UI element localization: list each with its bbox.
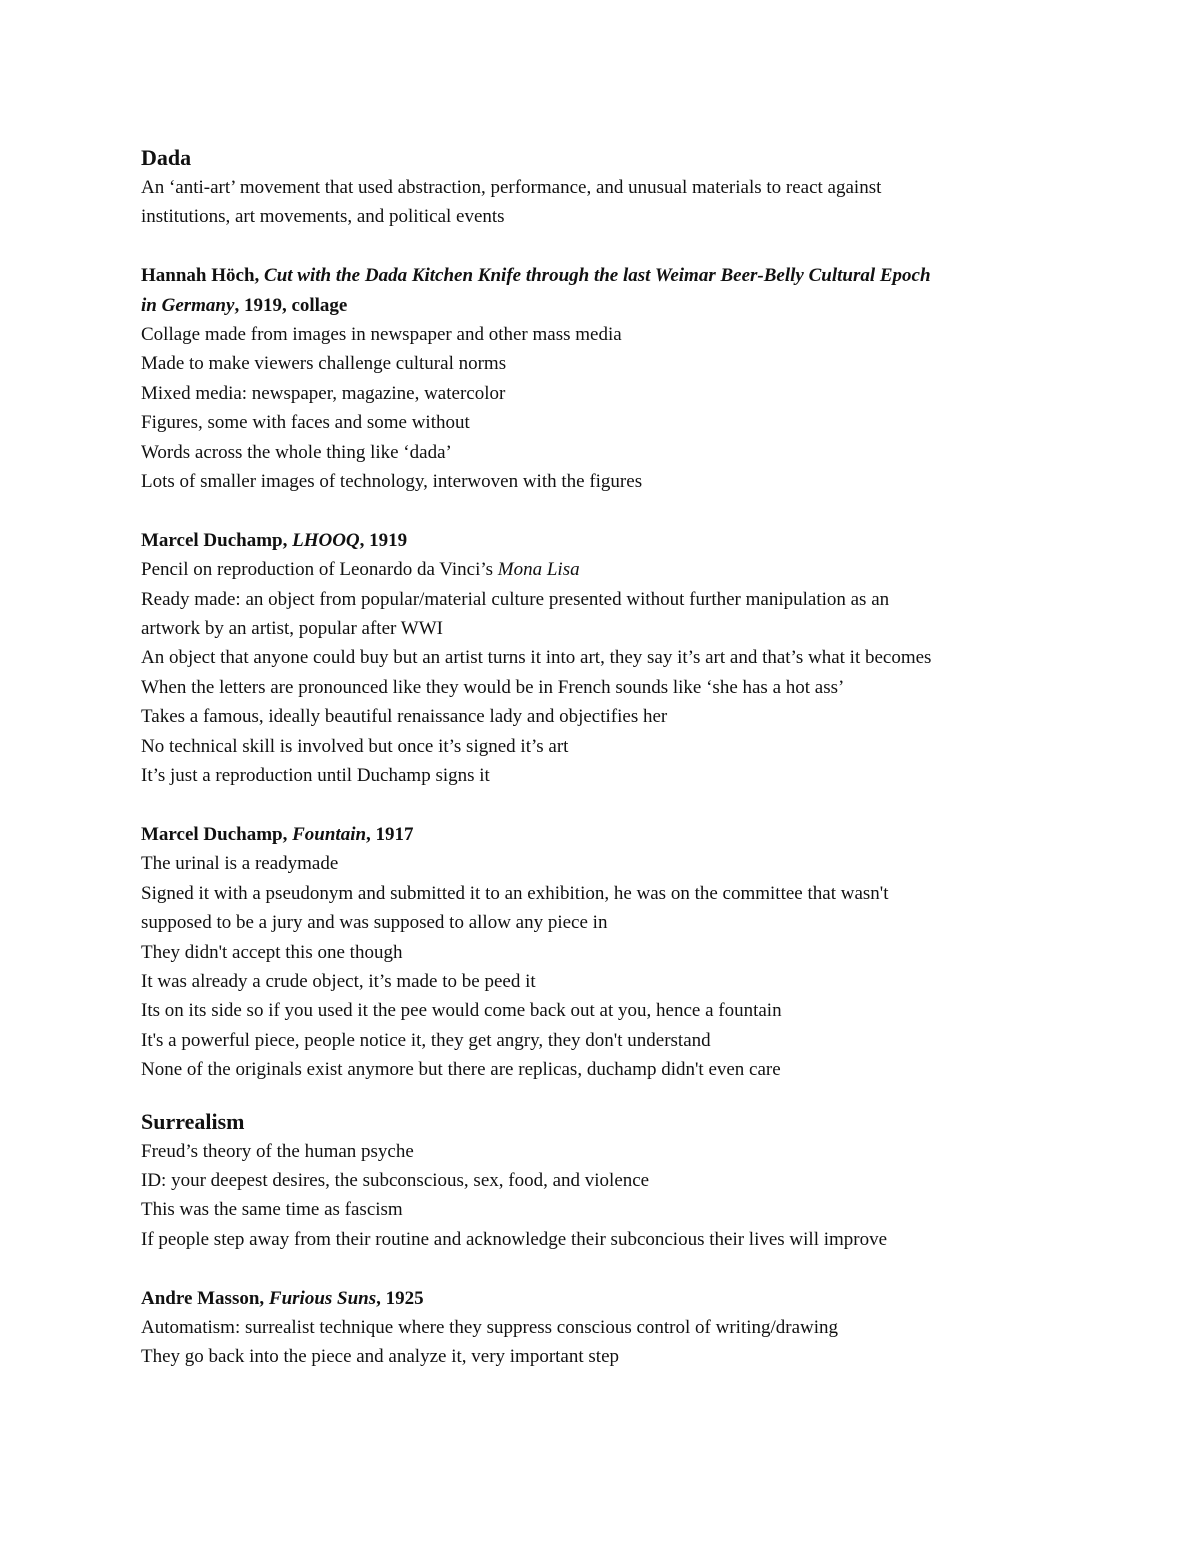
artwork-title-line [141, 526, 1050, 555]
intro-line: institutions, art movements, and political events [141, 206, 505, 228]
note-line: Made to make viewers challenge cultural norms [141, 353, 507, 375]
note-line: No technical skill is involved but once it’s signed it’s art [141, 735, 569, 757]
artist-name: Hannah Höch, [141, 265, 260, 287]
artwork-title: LHOOQ [292, 529, 360, 551]
note-line: Figures, some with faces and some without [141, 412, 470, 434]
artwork-title-line [141, 820, 1050, 849]
note-line: artwork by an artist, popular after WWI [141, 618, 443, 640]
artwork-title-cont: in Germany [141, 294, 235, 316]
note-text: Pencil on reproduction of Leonardo da Vinci’s [141, 559, 498, 581]
artist-name: Marcel Duchamp, [141, 529, 288, 551]
artwork-details: , 1919, collage [234, 294, 348, 316]
section-heading: Dada [141, 145, 192, 170]
artwork-details: , 1919 [359, 529, 408, 551]
note-line: They go back into the piece and analyze it, very important step [141, 1346, 619, 1368]
note-line: Ready made: an object from popular/material culture presented without further manipulation as an [141, 588, 890, 610]
artwork-details: , 1917 [366, 823, 414, 845]
artwork-furious-suns [141, 1284, 1050, 1372]
note-line: Collage made from images in newspaper and other mass media [141, 324, 622, 346]
note-line [141, 555, 1050, 584]
note-line: The urinal is a readymade [141, 853, 339, 875]
intro-line: If people step away from their routine and acknowledge their subconcious their lives will improve [141, 1228, 888, 1250]
section-dada [141, 143, 1050, 1085]
artwork-title: Cut with the Dada Kitchen Knife through the last Weimar Beer-Belly Cultural Epoch [264, 265, 931, 287]
artwork-fountain [141, 820, 1050, 1085]
note-line: Signed it with a pseudonym and submitted it to an exhibition, he was on the committee that wasn't [141, 882, 889, 904]
note-line: None of the originals exist anymore but there are replicas, duchamp didn't even care [141, 1059, 781, 1081]
artwork-title-line [141, 261, 1050, 290]
note-italic-text: Mona Lisa [497, 559, 580, 581]
note-line: Its on its side so if you used it the pee would come back out at you, hence a fountain [141, 1000, 782, 1022]
artwork-title-line [141, 1284, 1050, 1313]
note-line: It’s just a reproduction until Duchamp signs it [141, 765, 490, 787]
artwork-title: Furious Suns [268, 1287, 377, 1309]
intro-line: Freud’s theory of the human psyche [141, 1140, 414, 1162]
note-line: supposed to be a jury and was supposed to allow any piece in [141, 912, 608, 934]
intro-line: An ‘anti-art’ movement that used abstraction, performance, and unusual materials to react against [141, 177, 882, 198]
intro-line: This was the same time as fascism [141, 1199, 403, 1221]
artist-name: Andre Masson, [141, 1287, 265, 1309]
section-surrealism [141, 1107, 1050, 1372]
note-line: Words across the whole thing like ‘dada’ [141, 441, 452, 463]
artwork-lhooq [141, 526, 1050, 791]
artwork-title: Fountain [292, 823, 367, 845]
note-line: An object that anyone could buy but an artist turns it into art, they say it’s art and that’s what it becomes [141, 647, 932, 669]
note-line: It's a powerful piece, people notice it, they get angry, they don't understand [141, 1029, 711, 1051]
note-line: When the letters are pronounced like they would be in French sounds like ‘she has a hot ass’ [141, 676, 845, 698]
artwork-details: , 1925 [376, 1287, 424, 1309]
note-line: It was already a crude object, it’s made to be peed it [141, 970, 536, 992]
note-line: Mixed media: newspaper, magazine, watercolor [141, 382, 506, 404]
note-line: Takes a famous, ideally beautiful renaissance lady and objectifies her [141, 706, 668, 728]
section-heading: Surrealism [141, 1108, 245, 1134]
artwork-hoch [141, 261, 1050, 496]
artwork-title-line [141, 291, 1050, 320]
note-line: Automatism: surrealist technique where they suppress conscious control of writing/drawing [141, 1316, 839, 1338]
note-line: Lots of smaller images of technology, interwoven with the figures [141, 471, 643, 493]
intro-line: ID: your deepest desires, the subconscious, sex, food, and violence [141, 1169, 650, 1191]
note-line: They didn't accept this one though [141, 941, 403, 963]
artist-name: Marcel Duchamp, [141, 823, 288, 845]
